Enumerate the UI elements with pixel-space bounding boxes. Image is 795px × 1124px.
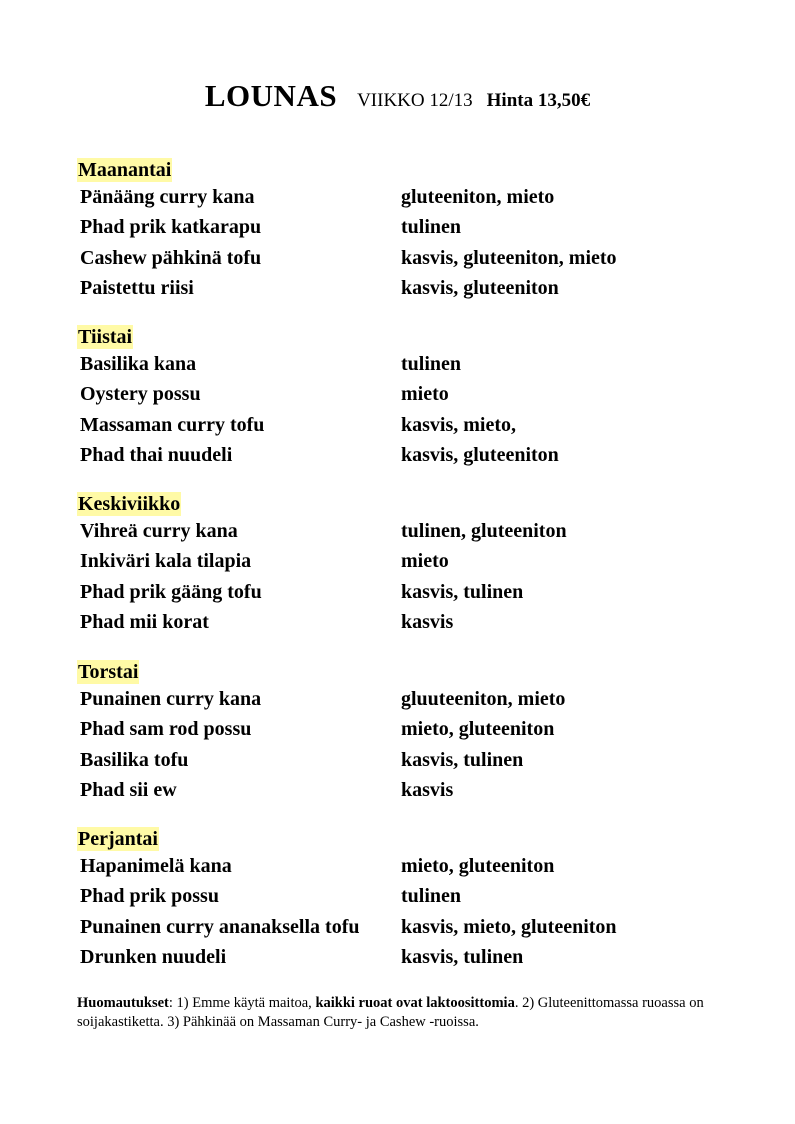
dish-name: Phad sii ew [80,778,177,801]
dish-tags: kasvis, tulinen [401,945,524,968]
dish-name: Phad thai nuudeli [80,443,233,466]
dish-row [77,577,717,607]
dish-name: Phad prik katkarapu [80,216,262,239]
dish-name: Pänääng curry kana [80,186,255,208]
dish-row [77,546,717,576]
dish-tags: tulinen [401,353,462,375]
dish-row [77,379,717,409]
dish-row [77,182,717,212]
dish-name: Punainen curry ananaksella tofu [80,915,360,938]
dish-name: Massaman curry tofu [80,413,265,436]
dish-name: Basilika kana [80,353,197,375]
notes-text-1: : 1) Emme käytä maitoa, [168,995,316,1011]
dish-name: Phad mii korat [80,610,209,633]
week-label: VIIKKO 12/13 [357,90,473,111]
dish-name: Hapanimelä kana [80,855,232,877]
dish-row [77,349,717,379]
dish-tags: kasvis [401,610,454,633]
day-section-torstai [77,660,717,805]
dish-row [77,212,717,242]
day-heading: Maanantai [78,159,172,181]
footnotes [77,994,727,1031]
dish-row [77,516,717,546]
dish-name: Inkiväri kala tilapia [80,550,252,573]
dish-tags: gluteeniton, mieto [401,186,555,208]
dish-name: Oystery possu [80,383,201,406]
dish-name: Punainen curry kana [80,688,262,710]
dish-tags: kasvis, tulinen [401,580,524,603]
dish-tags: kasvis, mieto, [401,413,516,436]
dish-tags: kasvis, mieto, gluteeniton [401,915,617,938]
day-section-tiistai [77,325,717,470]
day-section-keskiviikko [77,492,717,637]
dish-name: Drunken nuudeli [80,945,227,968]
dish-name: Phad prik possu [80,885,219,908]
dish-row [77,942,717,972]
dish-row [77,440,717,470]
menu-header [0,78,795,114]
menu-title: LOUNAS [204,78,338,113]
dish-tags: mieto [401,383,449,406]
notes-lactose-free: kaikki ruoat ovat laktoosittomia [315,995,515,1011]
dish-tags: mieto [401,550,449,573]
dish-name: Cashew pähkinä tofu [80,246,262,269]
dish-tags: mieto, gluteeniton [401,718,555,741]
notes-text-2: . 2) Gluteenittomassa ruoassa on soijakastiketta. 3) Pähkinää on Massaman Curry- ja Cashew -ruoissa. [77,995,704,1030]
dish-row [77,745,717,775]
dish-name: Phad sam rod possu [80,718,252,741]
dish-row [77,243,717,273]
dish-tags: kasvis, gluteeniton, mieto [401,246,617,269]
dish-name: Basilika tofu [80,748,189,771]
price-label: Hinta 13,50€ [486,90,591,111]
dish-name: Vihreä curry kana [80,520,238,542]
dish-row [77,607,717,637]
day-heading: Torstai [78,661,139,683]
dish-row [77,851,717,881]
dish-tags: tulinen [401,216,462,239]
day-heading: Perjantai [78,828,158,850]
dish-name: Paistettu riisi [80,276,194,299]
day-section-maanantai [77,158,717,303]
dish-row [77,684,717,714]
notes-label: Huomautukset [77,995,169,1011]
dish-tags: gluuteeniton, mieto [401,688,566,710]
dish-tags: kasvis, tulinen [401,748,524,771]
dish-row [77,881,717,911]
dish-row [77,410,717,440]
dish-row [77,775,717,805]
dish-tags: kasvis [401,778,454,801]
day-heading: Tiistai [78,326,133,348]
dish-row [77,273,717,303]
dish-row [77,912,717,942]
dish-tags: kasvis, gluteeniton [401,443,559,466]
day-heading: Keskiviikko [78,493,181,515]
dish-name: Phad prik gääng tofu [80,580,262,603]
dish-tags: tulinen, gluteeniton [401,520,567,542]
day-section-perjantai [77,827,717,972]
dish-tags: kasvis, gluteeniton [401,276,559,299]
dish-tags: mieto, gluteeniton [401,855,555,877]
dish-tags: tulinen [401,885,462,908]
dish-row [77,714,717,744]
